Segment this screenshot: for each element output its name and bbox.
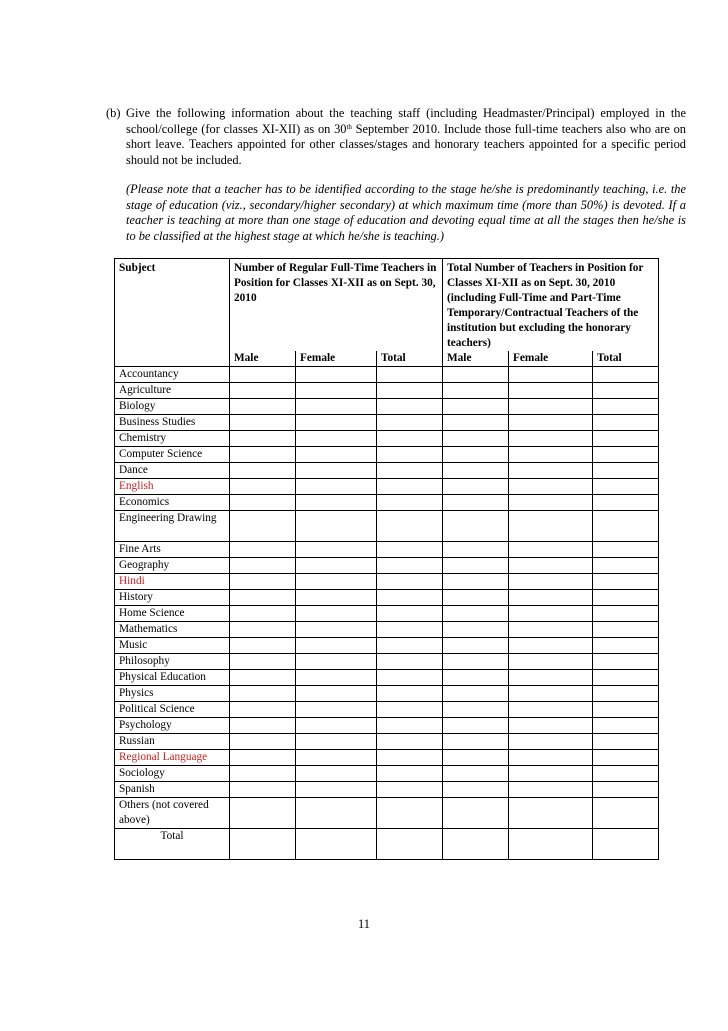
entry-cell[interactable] (509, 558, 593, 574)
entry-cell[interactable] (296, 654, 377, 670)
entry-cell[interactable] (593, 686, 659, 702)
total-entry-cell[interactable] (443, 829, 509, 860)
instruction-paragraph (106, 106, 686, 168)
entry-cell[interactable] (443, 638, 509, 654)
subject-cell: Psychology (115, 718, 230, 734)
entry-cell[interactable] (593, 415, 659, 431)
subject-header: Subject (115, 259, 230, 367)
entry-cell[interactable] (296, 542, 377, 558)
entry-cell[interactable] (443, 463, 509, 479)
entry-cell[interactable] (230, 734, 296, 750)
entry-cell[interactable] (377, 670, 443, 686)
table-row (115, 431, 659, 447)
entry-cell[interactable] (230, 367, 296, 383)
total-header: Total (377, 351, 443, 367)
entry-cell[interactable] (296, 702, 377, 718)
entry-cell[interactable] (230, 463, 296, 479)
table-row (115, 590, 659, 606)
entry-cell[interactable] (296, 670, 377, 686)
entry-cell[interactable] (230, 686, 296, 702)
subject-cell: History (115, 590, 230, 606)
entry-cell[interactable] (509, 766, 593, 782)
entry-cell[interactable] (230, 670, 296, 686)
entry-cell[interactable] (377, 718, 443, 734)
entry-cell[interactable] (296, 718, 377, 734)
entry-cell[interactable] (509, 574, 593, 590)
entry-cell[interactable] (509, 542, 593, 558)
entry-cell[interactable] (443, 702, 509, 718)
instruction-text: Give the following information about the teaching staff (including Headmaster/Principal) employed in the school/college (for classes XI-XII) as on 30th September 2010. Include those full-time teachers also who are on short leave. Teachers appointed for other classes/stages and honorary teachers appointed for a specific period should not be included. (126, 106, 686, 167)
entry-cell[interactable] (509, 702, 593, 718)
entry-cell[interactable] (296, 734, 377, 750)
entry-cell[interactable] (509, 399, 593, 415)
entry-cell[interactable] (230, 383, 296, 399)
entry-cell[interactable] (509, 590, 593, 606)
table-row (115, 447, 659, 463)
entry-cell[interactable] (509, 511, 593, 542)
entry-cell[interactable] (509, 750, 593, 766)
entry-cell[interactable] (377, 638, 443, 654)
entry-cell[interactable] (593, 606, 659, 622)
entry-cell[interactable] (377, 798, 443, 829)
entry-cell[interactable] (443, 782, 509, 798)
table-row (115, 766, 659, 782)
entry-cell[interactable] (443, 622, 509, 638)
subject-cell: Dance (115, 463, 230, 479)
table-header-row (115, 259, 659, 352)
entry-cell[interactable] (443, 718, 509, 734)
entry-cell[interactable] (593, 702, 659, 718)
subject-cell: Mathematics (115, 622, 230, 638)
table-row (115, 542, 659, 558)
entry-cell[interactable] (377, 511, 443, 542)
entry-cell[interactable] (377, 447, 443, 463)
subject-cell: Geography (115, 558, 230, 574)
entry-cell[interactable] (230, 782, 296, 798)
entry-cell[interactable] (377, 542, 443, 558)
entry-cell[interactable] (296, 606, 377, 622)
entry-cell[interactable] (230, 495, 296, 511)
entry-cell[interactable] (509, 686, 593, 702)
table-row (115, 511, 659, 542)
entry-cell[interactable] (593, 654, 659, 670)
entry-cell[interactable] (593, 766, 659, 782)
entry-cell[interactable] (296, 415, 377, 431)
entry-cell[interactable] (443, 766, 509, 782)
entry-cell[interactable] (593, 431, 659, 447)
entry-cell[interactable] (593, 798, 659, 829)
entry-cell[interactable] (443, 415, 509, 431)
entry-cell[interactable] (377, 558, 443, 574)
entry-cell[interactable] (230, 511, 296, 542)
entry-cell[interactable] (443, 606, 509, 622)
subject-cell: Business Studies (115, 415, 230, 431)
entry-cell[interactable] (230, 638, 296, 654)
table-row (115, 798, 659, 829)
entry-cell[interactable] (509, 367, 593, 383)
table-row (115, 399, 659, 415)
entry-cell[interactable] (230, 750, 296, 766)
entry-cell[interactable] (377, 574, 443, 590)
entry-cell[interactable] (296, 431, 377, 447)
subject-cell: Computer Science (115, 447, 230, 463)
entry-cell[interactable] (230, 431, 296, 447)
entry-cell[interactable] (377, 463, 443, 479)
table-row (115, 638, 659, 654)
table-row (115, 670, 659, 686)
entry-cell[interactable] (593, 447, 659, 463)
entry-cell[interactable] (230, 447, 296, 463)
female-header: Female (296, 351, 377, 367)
entry-cell[interactable] (443, 750, 509, 766)
entry-cell[interactable] (509, 431, 593, 447)
subject-cell: Home Science (115, 606, 230, 622)
subject-cell: Physical Education (115, 670, 230, 686)
table-row (115, 558, 659, 574)
entry-cell[interactable] (509, 606, 593, 622)
entry-cell[interactable] (377, 383, 443, 399)
subject-cell: Russian (115, 734, 230, 750)
entry-cell[interactable] (443, 447, 509, 463)
entry-cell[interactable] (377, 782, 443, 798)
table-row (115, 718, 659, 734)
entry-cell[interactable] (377, 479, 443, 495)
male-header: Male (230, 351, 296, 367)
table-row (115, 686, 659, 702)
table-row (115, 750, 659, 766)
entry-cell[interactable] (443, 670, 509, 686)
entry-cell[interactable] (509, 654, 593, 670)
entry-cell[interactable] (593, 495, 659, 511)
entry-cell[interactable] (593, 383, 659, 399)
entry-cell[interactable] (593, 734, 659, 750)
entry-cell[interactable] (230, 766, 296, 782)
total-entry-cell[interactable] (593, 829, 659, 860)
entry-cell[interactable] (296, 590, 377, 606)
table-row (115, 415, 659, 431)
subject-cell: Others (not covered above) (115, 798, 230, 829)
entry-cell[interactable] (509, 479, 593, 495)
entry-cell[interactable] (443, 511, 509, 542)
entry-cell[interactable] (296, 367, 377, 383)
entry-cell[interactable] (377, 750, 443, 766)
subject-cell: English (115, 479, 230, 495)
entry-cell[interactable] (296, 638, 377, 654)
entry-cell[interactable] (230, 606, 296, 622)
entry-cell[interactable] (443, 734, 509, 750)
entry-cell[interactable] (443, 590, 509, 606)
entry-cell[interactable] (443, 399, 509, 415)
table-row (115, 574, 659, 590)
entry-cell[interactable] (377, 654, 443, 670)
table-row (115, 622, 659, 638)
entry-cell[interactable] (377, 734, 443, 750)
entry-cell[interactable] (377, 367, 443, 383)
entry-cell[interactable] (593, 511, 659, 542)
entry-cell[interactable] (377, 590, 443, 606)
entry-cell[interactable] (593, 399, 659, 415)
entry-cell[interactable] (593, 782, 659, 798)
teaching-staff-table (114, 258, 659, 860)
italic-note: (Please note that a teacher has to be identified according to the stage he/she is predominantly teaching, i.e. the stage of education (viz., secondary/higher secondary) at which maximum time (more than 50%) is devoted. If a teacher is teaching at more than one stage of education and devoting equal time at all the stages then he/she is to be classified at the highest stage at which he/she is teaching.) (126, 182, 686, 243)
entry-cell[interactable] (443, 479, 509, 495)
subject-cell: Engineering Drawing (115, 511, 230, 542)
subject-cell: Philosophy (115, 654, 230, 670)
total-row (115, 829, 659, 860)
table-row (115, 367, 659, 383)
entry-cell[interactable] (296, 511, 377, 542)
entry-cell[interactable] (593, 750, 659, 766)
regular-teachers-header: Number of Regular Full-Time Teachers in Position for Classes XI-XII as on Sept. 30, 2010 (230, 259, 443, 352)
subject-cell: Sociology (115, 766, 230, 782)
entry-cell[interactable] (377, 606, 443, 622)
entry-cell[interactable] (593, 367, 659, 383)
female-header: Female (509, 351, 593, 367)
total-entry-cell[interactable] (509, 829, 593, 860)
entry-cell[interactable] (296, 750, 377, 766)
entry-cell[interactable] (593, 718, 659, 734)
total-entry-cell[interactable] (377, 829, 443, 860)
entry-cell[interactable] (443, 558, 509, 574)
entry-cell[interactable] (509, 415, 593, 431)
table-row (115, 479, 659, 495)
entry-cell[interactable] (509, 718, 593, 734)
table-row (115, 383, 659, 399)
entry-cell[interactable] (509, 383, 593, 399)
entry-cell[interactable] (377, 431, 443, 447)
entry-cell[interactable] (296, 574, 377, 590)
section-marker: (b) (106, 106, 121, 120)
entry-cell[interactable] (230, 590, 296, 606)
entry-cell[interactable] (296, 383, 377, 399)
entry-cell[interactable] (509, 463, 593, 479)
entry-cell[interactable] (509, 495, 593, 511)
entry-cell[interactable] (593, 638, 659, 654)
subject-cell: Economics (115, 495, 230, 511)
entry-cell[interactable] (593, 590, 659, 606)
entry-cell[interactable] (443, 431, 509, 447)
total-teachers-header: Total Number of Teachers in Position for Classes XI-XII as on Sept. 30, 2010 (including Full-Time and Part-Time Temporary/Contractual Teachers of the institution but excluding the honorary teachers) (443, 259, 659, 352)
entry-cell[interactable] (377, 622, 443, 638)
entry-cell[interactable] (230, 542, 296, 558)
entry-cell[interactable] (443, 798, 509, 829)
entry-cell[interactable] (443, 383, 509, 399)
entry-cell[interactable] (443, 654, 509, 670)
entry-cell[interactable] (296, 766, 377, 782)
subject-cell: Fine Arts (115, 542, 230, 558)
entry-cell[interactable] (593, 463, 659, 479)
table-row (115, 782, 659, 798)
entry-cell[interactable] (593, 622, 659, 638)
table-row (115, 734, 659, 750)
entry-cell[interactable] (509, 734, 593, 750)
entry-cell[interactable] (443, 574, 509, 590)
entry-cell[interactable] (296, 622, 377, 638)
entry-cell[interactable] (593, 670, 659, 686)
entry-cell[interactable] (509, 447, 593, 463)
entry-cell[interactable] (443, 542, 509, 558)
entry-cell[interactable] (230, 718, 296, 734)
subject-cell: Regional Language (115, 750, 230, 766)
entry-cell[interactable] (296, 558, 377, 574)
entry-cell[interactable] (230, 574, 296, 590)
table-row (115, 463, 659, 479)
entry-cell[interactable] (230, 399, 296, 415)
total-entry-cell[interactable] (296, 829, 377, 860)
entry-cell[interactable] (296, 399, 377, 415)
entry-cell[interactable] (593, 479, 659, 495)
table-row (115, 606, 659, 622)
entry-cell[interactable] (443, 367, 509, 383)
entry-cell[interactable] (230, 558, 296, 574)
subject-cell: Biology (115, 399, 230, 415)
entry-cell[interactable] (593, 542, 659, 558)
entry-cell[interactable] (230, 479, 296, 495)
entry-cell[interactable] (377, 702, 443, 718)
entry-cell[interactable] (377, 495, 443, 511)
page-number: 11 (358, 917, 370, 931)
entry-cell[interactable] (509, 670, 593, 686)
entry-cell[interactable] (593, 574, 659, 590)
subject-cell: Political Science (115, 702, 230, 718)
male-header: Male (443, 351, 509, 367)
subject-cell: Spanish (115, 782, 230, 798)
subject-cell: Chemistry (115, 431, 230, 447)
subject-cell: Physics (115, 686, 230, 702)
table-row (115, 702, 659, 718)
entry-cell[interactable] (443, 495, 509, 511)
subject-cell: Hindi (115, 574, 230, 590)
entry-cell[interactable] (509, 622, 593, 638)
subject-cell: Agriculture (115, 383, 230, 399)
entry-cell[interactable] (296, 798, 377, 829)
entry-cell[interactable] (230, 654, 296, 670)
entry-cell[interactable] (377, 415, 443, 431)
subject-cell: Music (115, 638, 230, 654)
entry-cell[interactable] (296, 495, 377, 511)
entry-cell[interactable] (377, 686, 443, 702)
entry-cell[interactable] (296, 447, 377, 463)
entry-cell[interactable] (230, 415, 296, 431)
total-entry-cell[interactable] (230, 829, 296, 860)
table-row (115, 654, 659, 670)
table-row (115, 495, 659, 511)
entry-cell[interactable] (296, 479, 377, 495)
entry-cell[interactable] (509, 638, 593, 654)
entry-cell[interactable] (509, 798, 593, 829)
entry-cell[interactable] (230, 798, 296, 829)
entry-cell[interactable] (509, 782, 593, 798)
total-header: Total (593, 351, 659, 367)
entry-cell[interactable] (443, 686, 509, 702)
total-label: Total (115, 829, 230, 860)
subject-cell: Accountancy (115, 367, 230, 383)
entry-cell[interactable] (296, 686, 377, 702)
entry-cell[interactable] (593, 558, 659, 574)
entry-cell[interactable] (296, 782, 377, 798)
entry-cell[interactable] (377, 399, 443, 415)
entry-cell[interactable] (377, 766, 443, 782)
entry-cell[interactable] (296, 463, 377, 479)
entry-cell[interactable] (230, 702, 296, 718)
entry-cell[interactable] (230, 622, 296, 638)
